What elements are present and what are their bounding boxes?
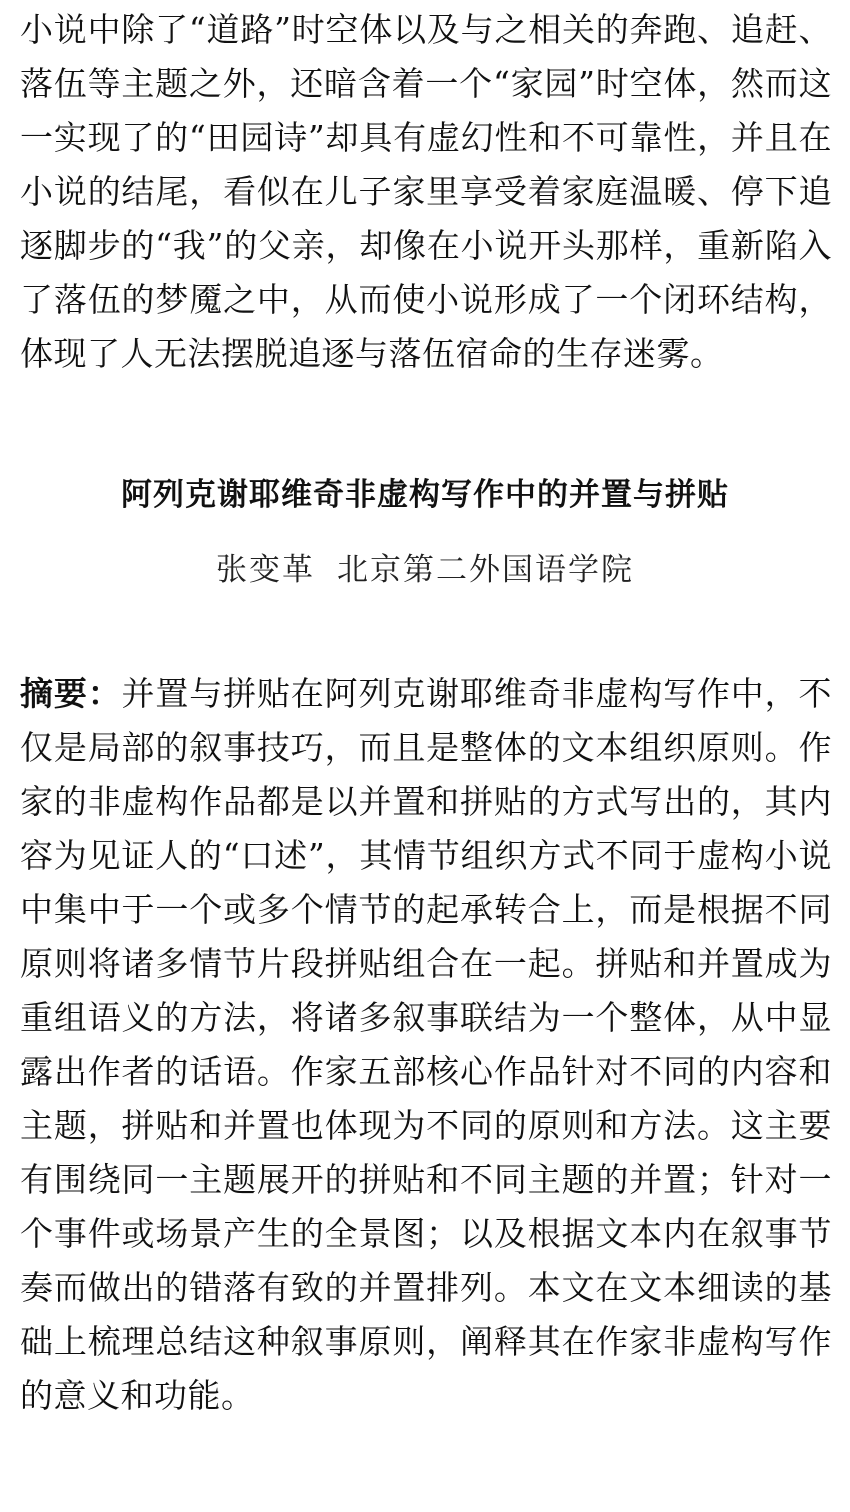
abstract-text: 并置与拼贴在阿列克谢耶维奇非虚构写作中，不仅是局部的叙事技巧，而且是整体的文本组织原则。作家的非虚构作品都是以并置和拼贴的方式写出的，其内容为见证人的“口述”，其情节组织方式不同于虚构小说中集中于一个或多个情节的起承转合上，而是根据不同原则将诸多情节片段拼贴组合在一起。拼贴和并置成为重组语义的方法，将诸多叙事联结为一个整体，从中显露出作者的话语。作家五部核心作品针对不同的内容和主题，拼贴和并置也体现为不同的原则和方法。这主要有围绕同一主题展开的拼贴和不同主题的并置；针对一个事件或场景产生的全景图；以及根据文本内在叙事节奏而做出的错落有致的并置排列。本文在文本细读的基础上梳理总结这种叙事原则，阐释其在作家非虚构写作的意义和功能。 (20, 674, 833, 1415)
article-title: 阿列克谢耶维奇非虚构写作中的并置与拼贴 (121, 477, 729, 513)
byline (0, 545, 850, 595)
abstract-label: 摘要： (20, 674, 122, 713)
author-name: 张变革 (216, 552, 315, 588)
previous-article-conclusion-paragraph: 小说中除了“道路”时空体以及与之相关的奔跑、追赶、落伍等主题之外，还暗含着一个“家园”时空体，然而这一实现了的“田园诗”却具有虚幻性和不可靠性，并且在小说的结尾，看似在儿子家里享受着家庭温暖、停下追逐脚步的“我”的父亲，却像在小说开头那样，重新陷入了落伍的梦魇之中，从而使小说形成了一个闭环结构，体现了人无法摆脱追逐与落伍宿命的生存迷雾。 (20, 10, 832, 373)
author-affiliation: 北京第二外国语学院 (337, 552, 634, 588)
abstract-paragraph (20, 667, 832, 1423)
